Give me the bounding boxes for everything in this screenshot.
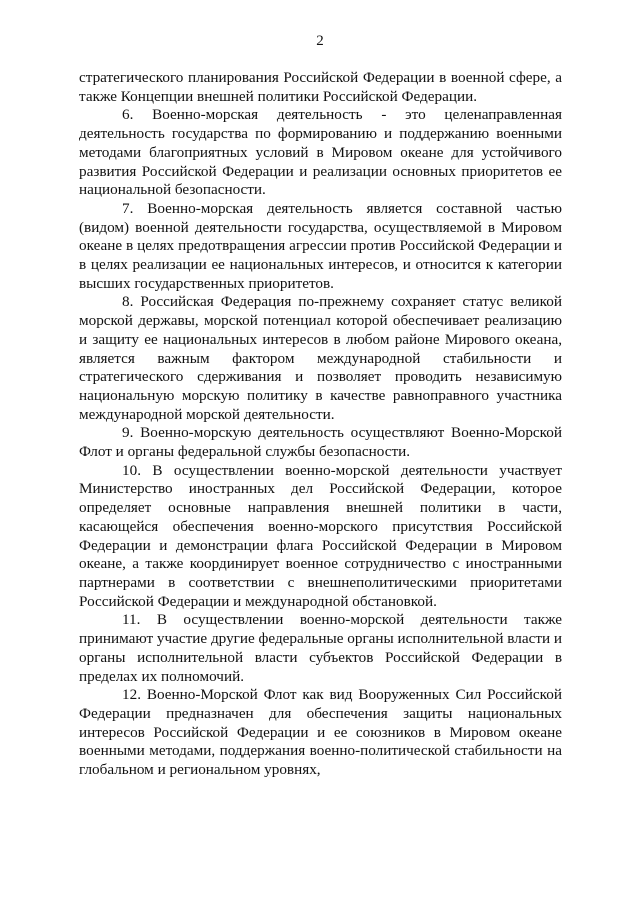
page-number: 2 [316,33,324,49]
paragraph-9: 9. Военно-морскую деятельность осуществляют Военно-Морской Флот и органы федеральной службы безопасности. [79,424,562,461]
paragraph-6: 6. Военно-морская деятельность - это целенаправленная деятельность государства по формированию и поддержанию военными методами благоприятных условий в Мировом океане для устойчивого развития Российской Федерации и реализации основных приоритетов ее национальной безопасности. [79,106,562,199]
paragraph-12: 12. Военно-Морской Флот как вид Вооруженных Сил Российской Федерации предназначен для обеспечения защиты национальных интересов Российской Федерации и ее союзников в Мировом океане военными методами, поддержания военно-политической стабильности на глобальном и региональном уровнях, [79,686,562,779]
document-body [79,69,562,780]
paragraph-10: 10. В осуществлении военно-морской деятельности участвует Министерство иностранных дел Российской Федерации, которое определяет основные направления внешней политики в части, касающейся обеспечения военно-морского присутствия Российской Федерации и демонстрации флага Российской Федерации в Мировом океане, а также координирует военное сотрудничество с иностранными партнерами в соответствии с внешнеполитическими приоритетами Российской Федерации и международной обстановкой. [79,461,562,610]
paragraph-8: 8. Российская Федерация по-прежнему сохраняет статус великой морской державы, морской потенциал которой обеспечивает реализацию и защиту ее национальных интересов в любом районе Мирового океана, является важным фактором международной стабильности и стратегического сдерживания и позволяет проводить независимую национальную морскую политику в качестве равноправного участника международной морской деятельности. [79,293,562,423]
paragraph-7: 7. Военно-морская деятельность является составной частью (видом) военной деятельности государства, осуществляемой в Мировом океане в целях предотвращения агрессии против Российской Федерации и в целях реализации ее национальных интересов, и относится к категории высших государственных приоритетов. [79,199,562,292]
paragraph-11: 11. В осуществлении военно-морской деятельности также принимают участие другие федеральные органы исполнительной власти и органы исполнительной власти субъектов Российской Федерации в пределах их полномочий. [79,611,563,685]
paragraph-continuation: стратегического планирования Российской Федерации в военной сфере, а также Концепции внешней политики Российской Федерации. [79,69,562,105]
